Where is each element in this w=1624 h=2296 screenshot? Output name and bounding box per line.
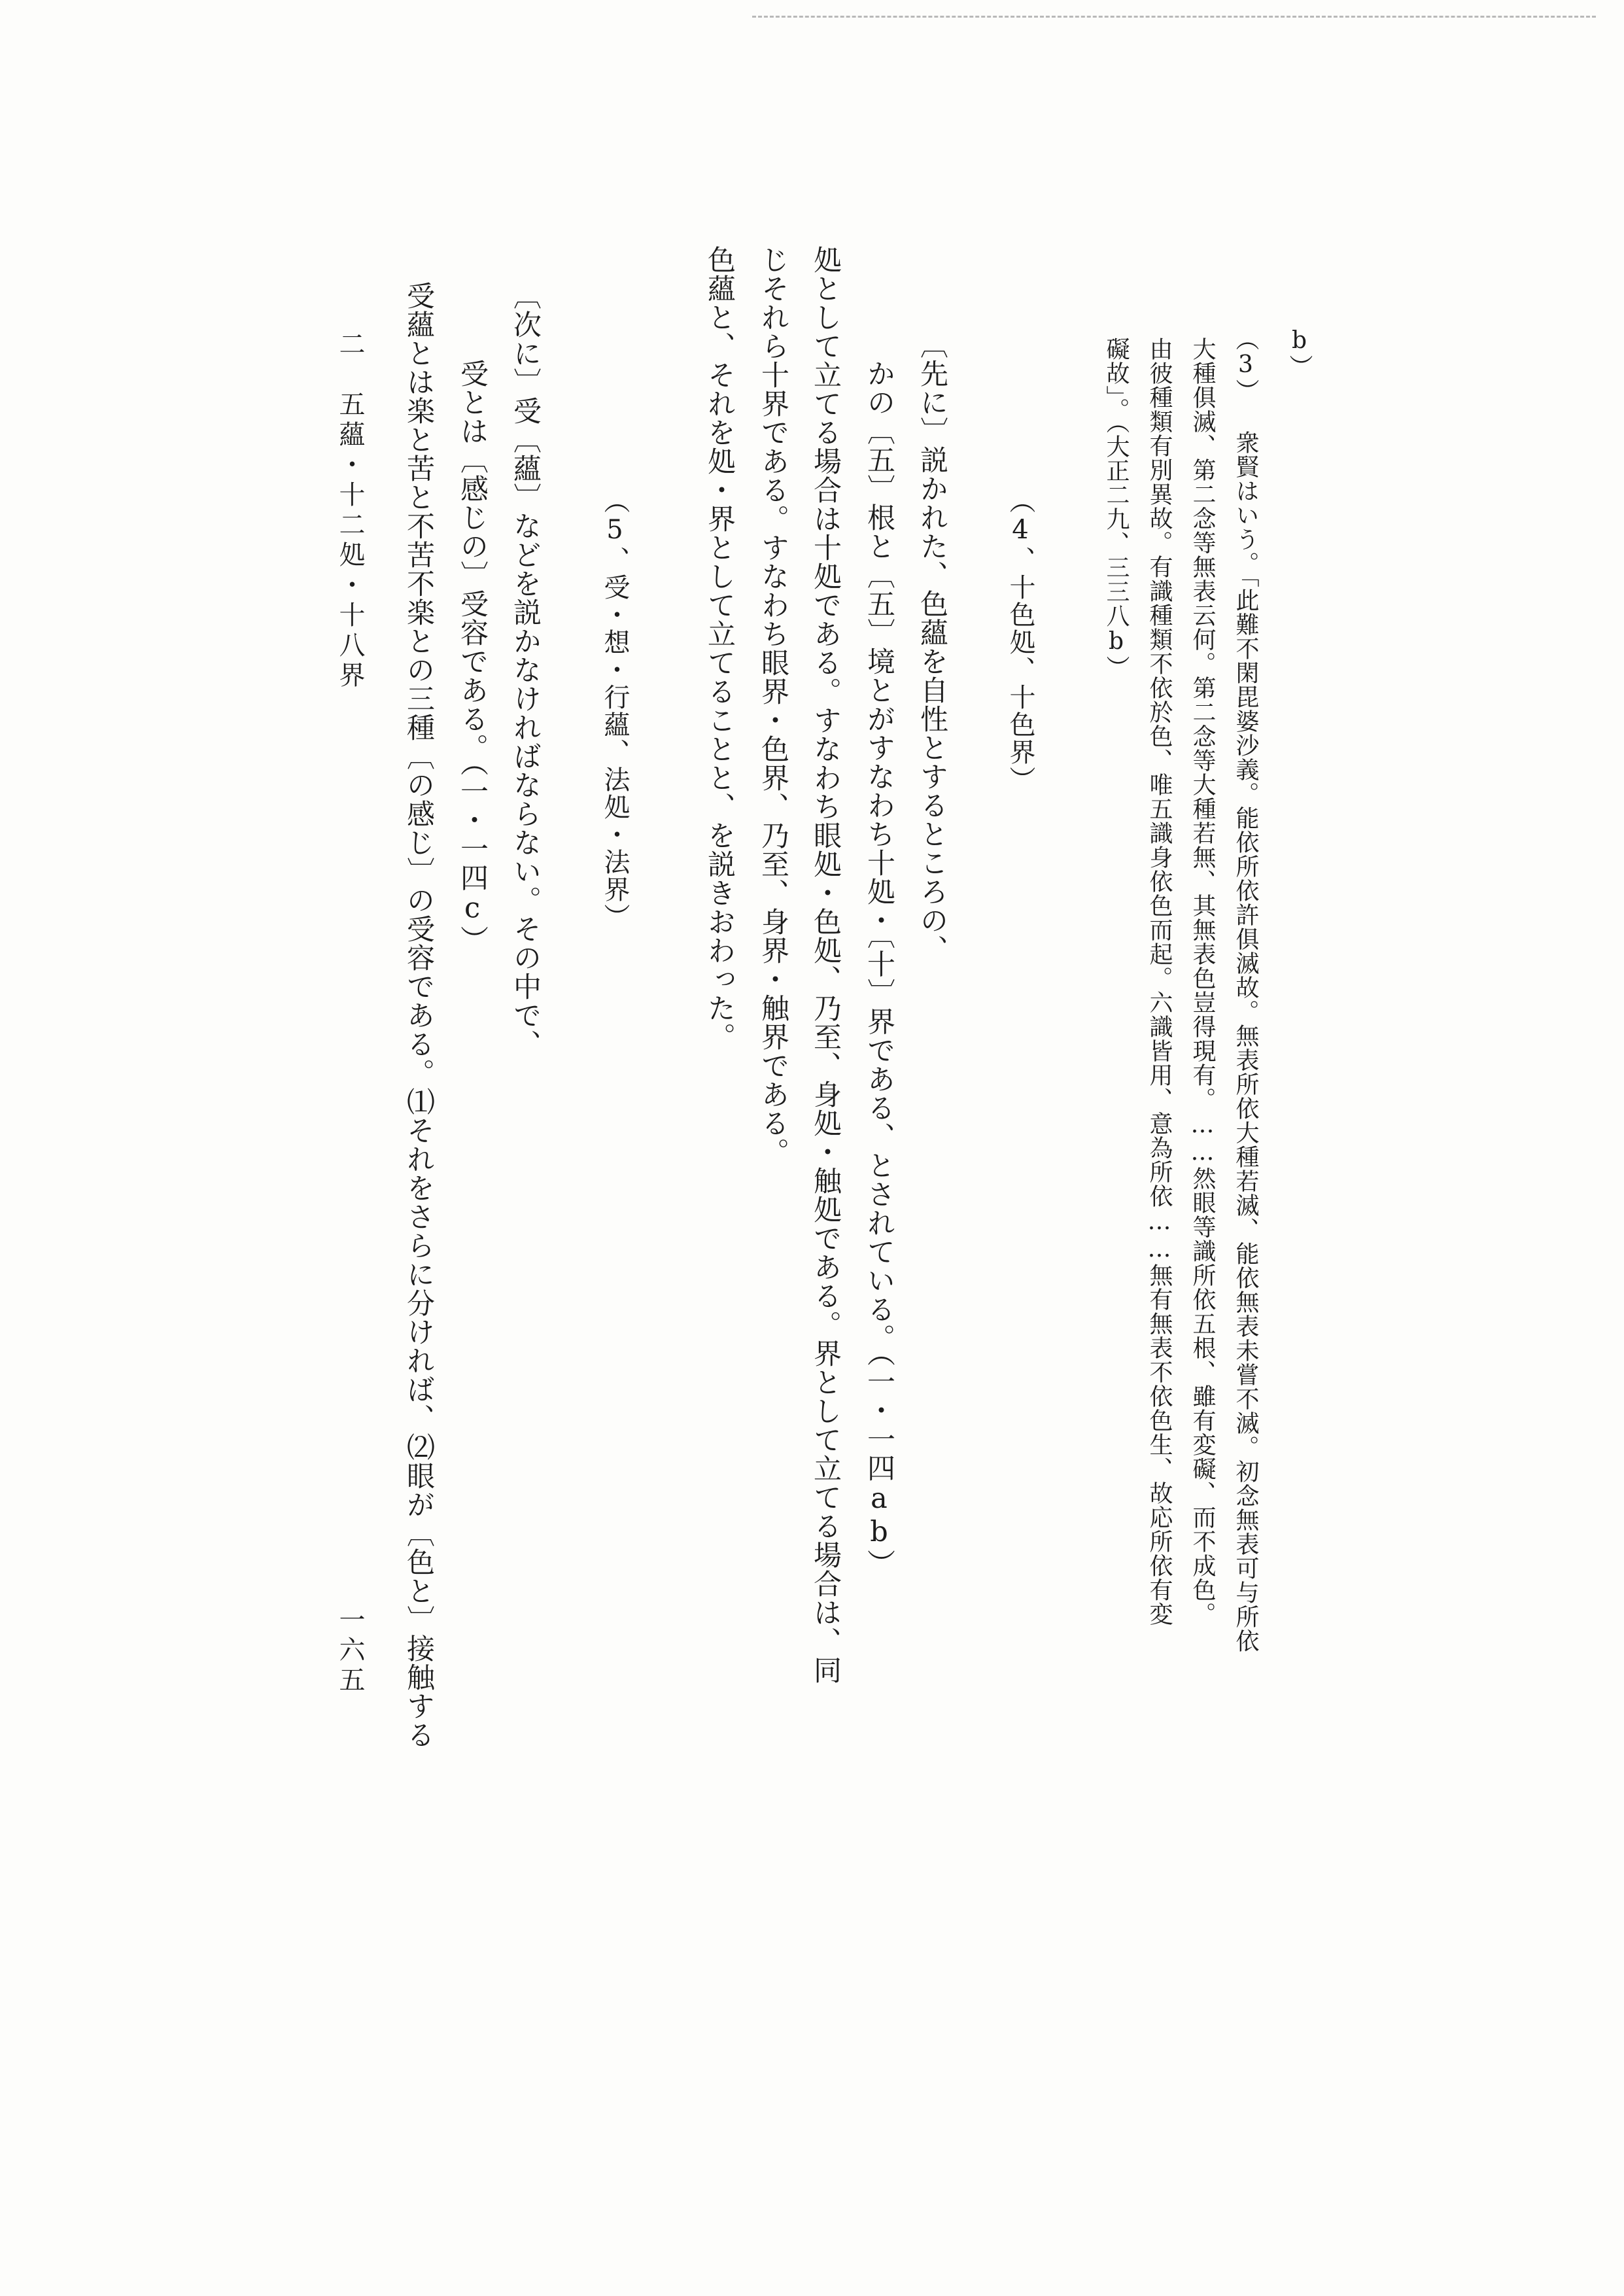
section-4-line-1: 〔先に〕説かれた、色蘊を自性とするところの、 [916, 330, 948, 964]
note3-line-4: 礙故」。（大正二九、三三八b） [1103, 337, 1130, 680]
section-4-line-4: じそれら十界である。すなわち眼界・色界、乃至、身界・触界である。 [757, 245, 789, 1166]
section-5-heading: （5、受・想・行蘊、法処・法界） [600, 487, 630, 931]
running-title: 二 五蘊・十二処・十八界 [335, 330, 365, 691]
section-5-line-2: 受とは〔感じの〕受容である。（一・一四c） [456, 330, 489, 954]
section-4-line-5: 色蘊と、それを処・界として立てることと、を説きおわった。 [703, 245, 736, 1051]
section-4-line-3: 処として立てる場合は十処である。すなわち眼処・色処、乃至、身処・触処である。界として立てる場合は、同 [809, 245, 842, 1684]
section-5-line-3: 受蘊とは楽と苦と不苦不楽との三種〔の感じ〕の受容である。⑴それをさらに分ければ、⑵眼が〔色と〕接触する [402, 281, 435, 1749]
section-4-line-2: かの〔五〕根と〔五〕境とがすなわち十処・〔十〕界である、とされている。（一・一四ab） [863, 330, 895, 1578]
note-carry-over: b） [1286, 327, 1313, 379]
note3-line-1: （3） 衆賢はいう。「此難不閑毘婆沙義。能依所依許俱滅故。無表所依大種若滅、能依無表未嘗不滅。初念無表可与所依 [1232, 327, 1259, 1653]
note3-line-2: 大種俱滅、第二念等無表云何。第二念等大種若無、其無表色豈得現有。……然眼等識所依五根、雖有変礙、而不成色。 [1189, 337, 1216, 1626]
page-number: 一六五 [335, 1606, 365, 1696]
section-5-line-1: 〔次に〕受〔蘊〕などを説かなければならない。その中で、 [509, 281, 542, 1058]
note3-line-3: 由彼種類有別異故。有識種類不依於色、唯五識身依色而起。六識皆用、意為所依……無有無表不依色生、故応所依有変 [1146, 337, 1173, 1626]
scan-edge-line [752, 16, 1596, 18]
section-4-heading: （4、十色処、十色界） [1005, 487, 1035, 793]
